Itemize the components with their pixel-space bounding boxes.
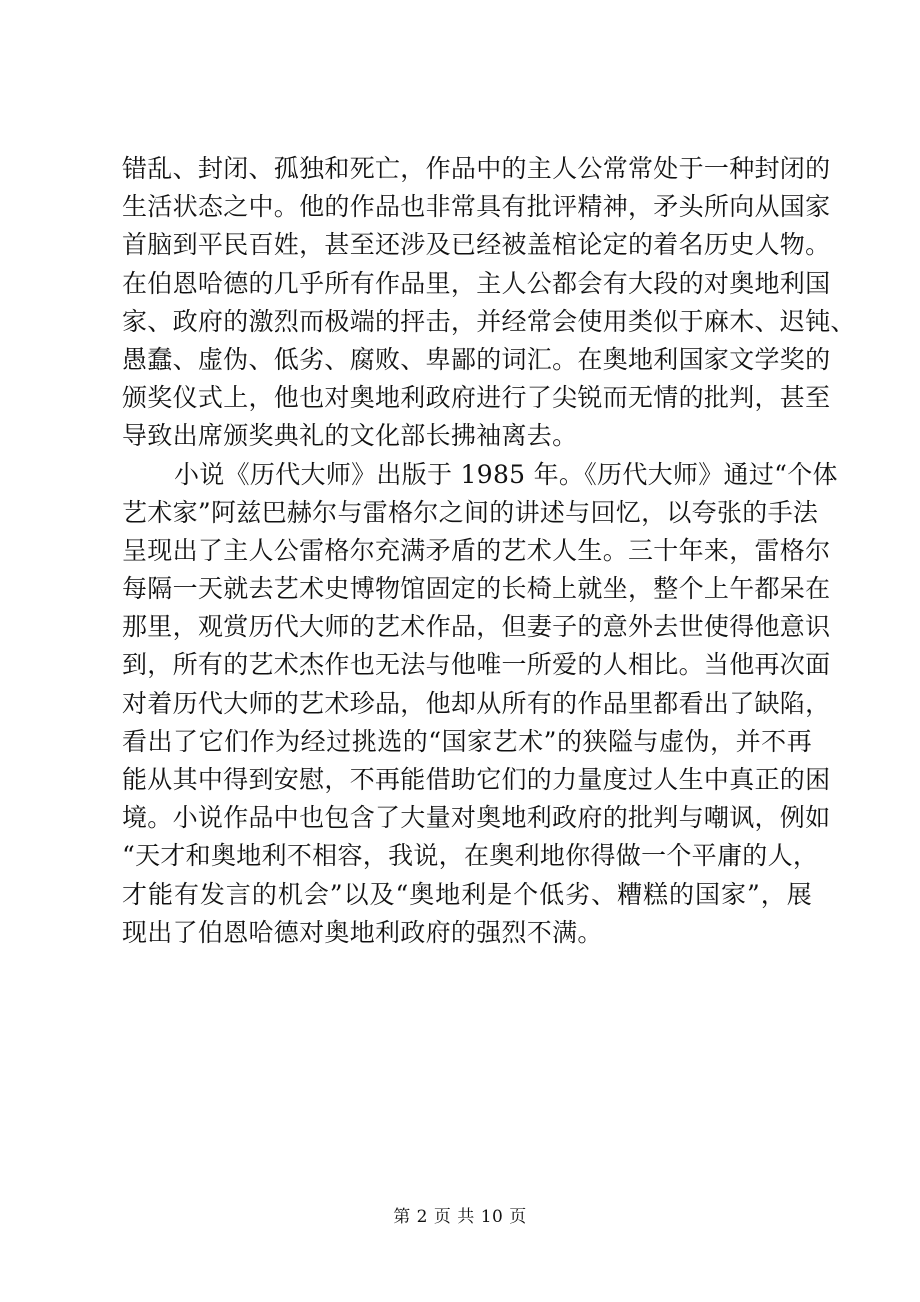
text-line: 呈现出了主人公雷格尔充满矛盾的艺术人生。三十年来，雷格尔	[122, 535, 831, 565]
text-line: 家、政府的激烈而极端的抨击，并经常会使用类似于麻木、迟钝、	[122, 306, 856, 336]
page-footer: 第 2 页 共 10 页	[393, 1207, 527, 1227]
text-line: 到，所有的艺术杰作也无法与他唯一所爱的人相比。当他再次面	[122, 650, 831, 680]
text-line: 颁奖仪式上，他也对奥地利政府进行了尖锐而无情的批判，甚至	[122, 383, 831, 413]
text-line: 能从其中得到安慰，不再能借助它们的力量度过人生中真正的困	[122, 765, 831, 794]
text-line: 错乱、封闭、孤独和死亡，作品中的主人公常常处于一种封闭的	[122, 154, 831, 183]
text-line: 在伯恩哈德的几乎所有作品里，主人公都会有大段的对奥地利国	[122, 268, 831, 298]
text-line: 生活状态之中。他的作品也非常具有批评精神，矛头所向从国家	[122, 192, 831, 222]
text-line: “天才和奥地利不相容，我说，在奥利地你得做一个平庸的人，	[122, 841, 819, 871]
paragraph-1	[122, 150, 856, 456]
text-line: 对着历代大师的艺术珍品，他却从所有的作品里都看出了缺陷，	[122, 688, 831, 718]
text-line: 小说《历代大师》出版于 1985 年。《历代大师》通过“个体	[174, 459, 838, 489]
text-line: 现出了伯恩哈德对奥地利政府的强烈不满。	[122, 917, 603, 947]
text-line: 导致出席颁奖典礼的文化部长拂袖离去。	[122, 421, 578, 451]
paragraph-2	[122, 456, 838, 952]
text-line: 看出了它们作为经过挑选的“国家艺术”的狭隘与虚伪，并不再	[122, 726, 812, 756]
text-line: 每隔一天就去艺术史博物馆固定的长椅上就坐，整个上午都呆在	[122, 574, 831, 604]
text-line: 艺术家”阿兹巴赫尔与雷格尔之间的讲述与回忆，以夸张的手法	[122, 497, 819, 527]
text-line: 首脑到平民百姓，甚至还涉及已经被盖棺论定的着名历史人物。	[122, 230, 831, 260]
body-text	[122, 150, 856, 952]
text-line: 境。小说作品中也包含了大量对奥地利政府的批判与嘲讽，例如	[122, 803, 831, 833]
text-line: 才能有发言的机会”以及“奥地利是个低劣、糟糕的国家”，展	[122, 879, 812, 909]
text-line: 愚蠢、虚伪、低劣、腐败、卑鄙的词汇。在奥地利国家文学奖的	[122, 344, 831, 374]
text-line: 那里，观赏历代大师的艺术作品，但妻子的意外去世使得他意识	[122, 612, 831, 642]
